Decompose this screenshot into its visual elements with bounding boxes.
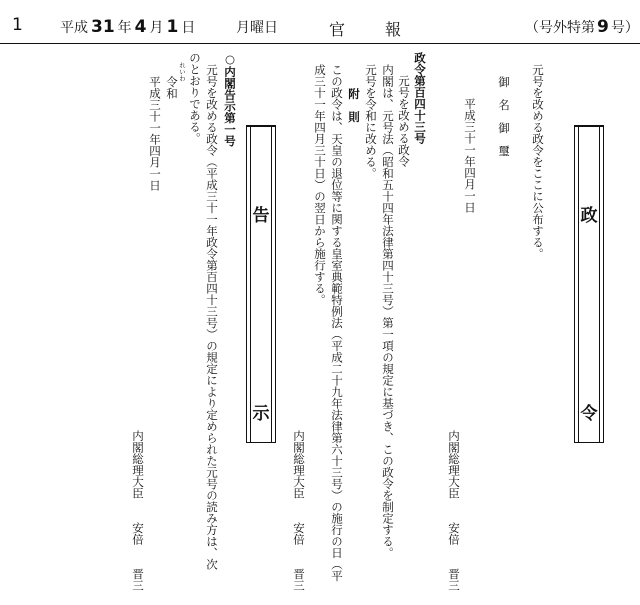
supplementary-provisions-heading: 附 則 [347, 88, 361, 123]
weekday: 月曜日 [236, 20, 278, 36]
kokuji-banner-char-2: 示 [252, 404, 270, 424]
page-number: 1 [12, 15, 23, 35]
gazette-header [0, 0, 640, 44]
era-name: 令和 [165, 76, 179, 99]
cabinet-order-minister: 内閣総理大臣 安倍 晋三 [292, 430, 306, 591]
notice-body-line-1: 元号を改める政令（平成三十一年政令第百四十三号）の規定により定められた元号の読み方は、次 [205, 64, 219, 570]
kokuji-banner [246, 125, 276, 443]
header-rule [0, 43, 640, 44]
seirei-banner-char-1: 政 [580, 206, 598, 226]
notice-minister: 内閣総理大臣 安倍 晋三 [131, 430, 145, 591]
issue-number: （号外特第 9 号） [525, 17, 639, 37]
cabinet-order-body: 内閣は、元号法（昭和五十四年法律第四十三号）第一項の規定に基づき、この政令を制定する。 [381, 64, 395, 559]
notice-date: 平成三十一年四月一日 [148, 76, 162, 191]
cabinet-order-title: 元号を改める政令 [397, 75, 411, 167]
notice-body-line-2: のとおりである。 [188, 52, 202, 144]
notice-number: ○内閣告示第一号 [223, 52, 237, 147]
era-name-reading: れいわ [178, 62, 186, 82]
seirei-banner [574, 125, 604, 443]
supplementary-provision-line-1: この政令は、天皇の退位等に関する皇室典範特例法（平成二十九年法律第六十三号）の施行の日（平 [330, 64, 344, 582]
promulgation-text: 元号を改める政令をここに公布する。 [531, 64, 545, 260]
promulgation-minister: 内閣総理大臣 安倍 晋三 [447, 430, 461, 591]
promulgation-date: 平成三十一年四月一日 [463, 98, 477, 213]
gazette-title: 官報 [329, 20, 442, 39]
kokuji-banner-char-1: 告 [252, 206, 270, 226]
imperial-signature: 御 名 御 璽 [497, 76, 511, 157]
cabinet-order-provision: 元号を令和に改める。 [364, 64, 378, 179]
cabinet-order-number: 政令第百四十三号 [413, 52, 427, 144]
supplementary-provision-line-2: 成三十一年四月三十日）の翌日から施行する。 [313, 64, 327, 306]
seirei-banner-char-2: 令 [580, 404, 598, 424]
issue-date: 平成 31 年 4 月 1 日 [60, 17, 196, 37]
